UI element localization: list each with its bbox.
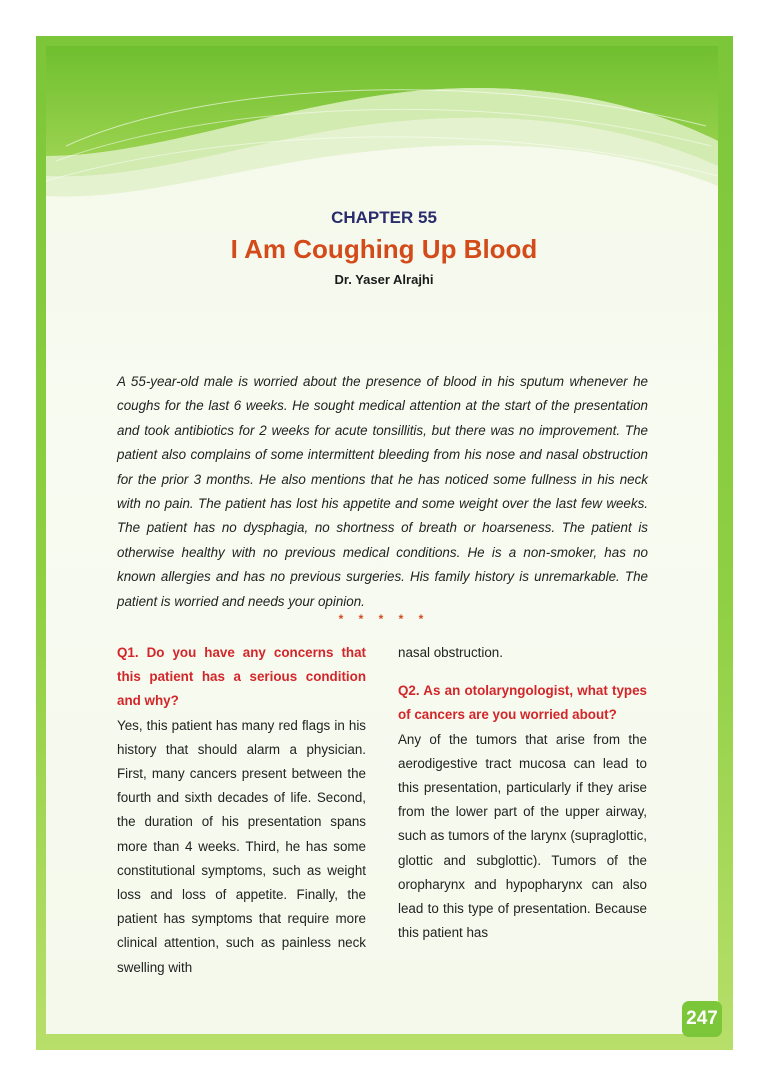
right-column: [398, 641, 647, 945]
chapter-title: I Am Coughing Up Blood: [230, 234, 538, 264]
question-2: Q2. As an otolaryngologist, what types of cancers are you worried about?: [398, 683, 647, 723]
question-1: Q1. Do you have any concerns that this patient has a serious condition and why?: [117, 645, 366, 709]
case-intro-paragraph: A 55-year-old male is worried about the presence of blood in his sputum whenever he coughs for the last 6 weeks. He sought medical attention at the start of the presentation and took antibiotics for 2 weeks for acute tonsillitis, but there was no improvement. The patient also complains of some intermittent bleeding from his nose and nasal obstruction for the prior 3 months. He also mentions that he has noticed some fullness in his neck with no pain. The patient has lost his appetite and some weight over the last few weeks. The patient has no dysphagia, no shortness of breath or hoarseness. The patient is otherwise healthy with no previous medical conditions. He is a non-smoker, has no known allergies and has no previous surgeries. His family history is unremarkable. The patient is worried and needs your opinion.: [117, 374, 648, 609]
answer-2: Any of the tumors that arise from the aerodigestive tract mucosa can lead to this presentation, particularly if they arise from the lower part of the upper airway, such as tumors of the larynx (supraglottic, glottic and subglottic). Tumors of the oropharynx and hypopharynx can also lead to this type of presentation. Because this patient has: [398, 731, 647, 941]
answer-1: Yes, this patient has many red flags in his history that should alarm a physician. First, many cancers present between the fourth and sixth decades of life. Second, the duration of his presentation spans more than 4 weeks. Third, he has some constitutional symptoms, such as weight loss and loss of appetite. Finally, the patient has symptoms that require more clinical attention, such as painless neck swelling with: [117, 717, 366, 975]
author-name: Dr. Yaser Alrajhi: [334, 272, 434, 287]
chapter-number: CHAPTER 55: [331, 208, 437, 227]
page-number: 247: [682, 1001, 722, 1037]
left-column: [117, 641, 366, 980]
section-separator: * * * * *: [338, 612, 430, 626]
header-wave-decoration: [46, 46, 718, 216]
answer-1-continued: nasal obstruction.: [398, 645, 503, 660]
